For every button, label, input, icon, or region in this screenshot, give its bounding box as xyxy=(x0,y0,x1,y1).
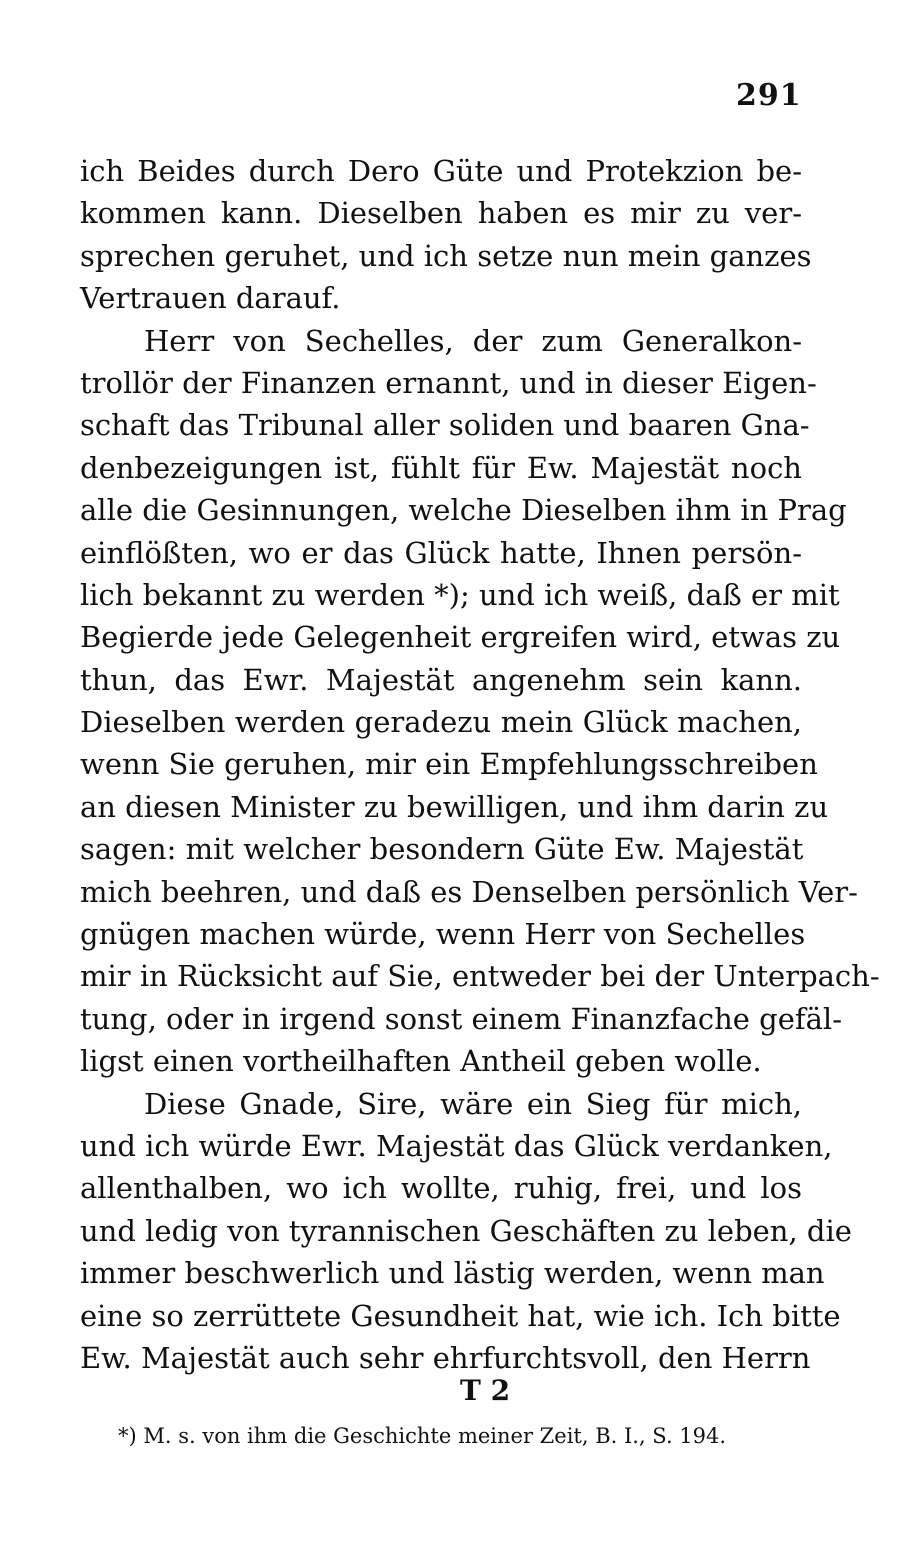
text-line: mir in Rücksicht auf Sie, entweder bei der Unterpach- xyxy=(80,959,880,994)
text-line: mich beehren, und daß es Denselben persönlich Ver- xyxy=(80,874,858,909)
text-line: Vertrauen darauf. xyxy=(80,281,341,316)
body-text xyxy=(80,150,880,1379)
text-line: immer beschwerlich und lästig werden, wenn man xyxy=(80,1256,825,1291)
text-line: allenthalben, wo ich wollte, ruhig, frei, und los xyxy=(80,1171,802,1206)
text-line: thun, das Ewr. Majestät angenehm sein kann. xyxy=(80,662,802,697)
text-line: sagen: mit welcher besondern Güte Ew. Majestät xyxy=(80,832,804,867)
text-line: Dieselben werden geradezu mein Glück machen, xyxy=(80,705,802,740)
text-line: lich bekannt zu werden *); und ich weiß, daß er mit xyxy=(80,577,840,612)
text-line: trollör der Finanzen ernannt, und in dieser Eigen- xyxy=(80,365,817,400)
text-line: tung, oder in irgend sonst einem Finanzfache gefäl- xyxy=(80,1001,843,1036)
page-number: 291 xyxy=(736,78,802,113)
text-line: Diese Gnade, Sire, wäre ein Sieg für mich, xyxy=(144,1086,802,1121)
text-line: Ew. Majestät auch sehr ehrfurchtsvoll, den Herrn xyxy=(80,1340,811,1375)
text-line: kommen kann. Dieselben haben es mir zu ver- xyxy=(80,196,802,231)
text-line: gnügen machen würde, wenn Herr von Sechelles xyxy=(80,917,806,952)
text-line: an diesen Minister zu bewilligen, und ihm darin zu xyxy=(80,789,829,824)
text-line: ich Beides durch Dero Güte und Protekzion be- xyxy=(80,154,802,188)
text-line: und ich würde Ewr. Majestät das Glück verdanken, xyxy=(80,1128,833,1163)
text-line: Begierde jede Gelegenheit ergreifen wird, etwas zu xyxy=(80,620,841,655)
text-line: denbezeigungen ist, fühlt für Ew. Majestät noch xyxy=(80,450,802,485)
text-line: sprechen geruhet, und ich setze nun mein ganzes xyxy=(80,238,812,273)
text-line: einflößten, wo er das Glück hatte, Ihnen persön- xyxy=(80,535,802,570)
text-line: schaft das Tribunal aller soliden und baaren Gna- xyxy=(80,408,810,443)
text-line: alle die Gesinnungen, welche Dieselben ihm in Prag xyxy=(80,493,847,528)
text-line: wenn Sie geruhen, mir ein Empfehlungsschreiben xyxy=(80,747,818,782)
text-line: und ledig von tyrannischen Geschäften zu leben, die xyxy=(80,1213,852,1248)
text-line: Herr von Sechelles, der zum Generalkon- xyxy=(144,323,802,358)
signature-mark: T 2 xyxy=(460,1374,511,1407)
text-line: ligst einen vortheilhaften Antheil geben wolle. xyxy=(80,1044,762,1079)
footnote: *) M. s. von ihm die Geschichte meiner Zeit, B. I., S. 194. xyxy=(118,1424,727,1448)
text-line: eine so zerrüttete Gesundheit hat, wie ich. Ich bitte xyxy=(80,1298,841,1333)
